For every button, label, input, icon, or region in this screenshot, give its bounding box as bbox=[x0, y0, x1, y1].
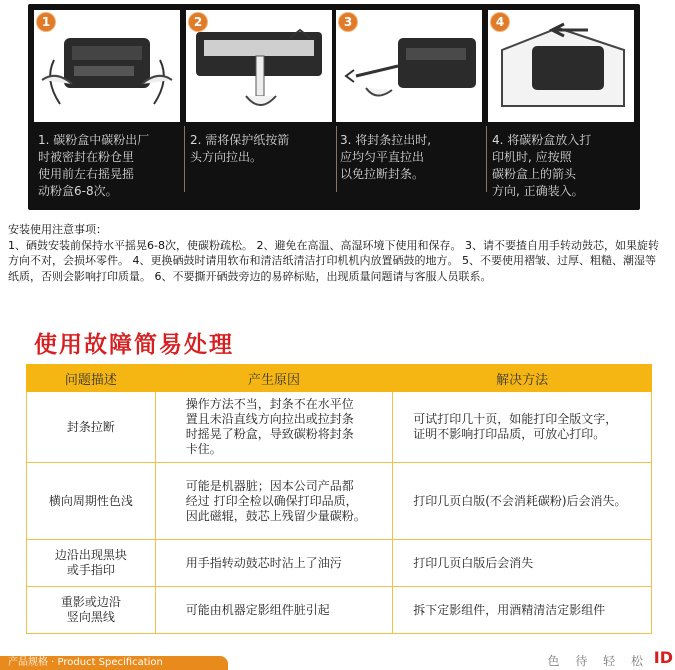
insert-cartridge-illustration bbox=[488, 10, 634, 122]
step-caption: 3. 将封条拉出时, 应均匀平直拉出 以免拉断封条。 bbox=[340, 133, 432, 181]
troubleshooting-table bbox=[26, 364, 652, 634]
solution-cell: 拆下定影组件，用酒精清洁定影组件 bbox=[413, 602, 606, 617]
brand-logo: ID bbox=[653, 648, 673, 667]
step-number-badge: 4 bbox=[490, 12, 510, 32]
notes-body: 1、硒鼓安装前保持水平摇晃6-8次，使碳粉疏松。 2、避免在高温、高湿环境下使用和保存。 3、请不要揸自用手转动鼓芯，如果旋转方向不对，会损坏零件。 4、更换硒鼓时请用软布和清洁纸清洁打印机机内放置硒鼓的地方。 5、不要使用褶皱、过厚、粗糙、潮湿等纸质，否则会影响打印质量。 6、不要撕开硒鼓旁边的易碎标贴，出现质量问题请与客服人员联系。 bbox=[8, 238, 659, 283]
troubleshooting-title: 使用故障简易处理 bbox=[34, 332, 234, 358]
header-solution: 解决方法 bbox=[393, 365, 652, 392]
pull-seal-strip-illustration bbox=[336, 10, 482, 122]
installation-steps-band bbox=[28, 4, 640, 210]
product-spec-tab: 产品规格 · Product Specification bbox=[0, 656, 228, 670]
header-problem: 问题描述 bbox=[27, 365, 156, 392]
step-4 bbox=[488, 10, 634, 204]
problem-cell: 横向周期性色浅 bbox=[48, 493, 133, 508]
cause-cell: 可能是机器脏；因本公司产品都 经过 打印全检以确保打印品质， 因此磁辊，鼓芯上残留少量碳粉。 bbox=[185, 478, 366, 523]
step-caption: 2. 需将保护纸按箭 头方向拉出。 bbox=[190, 133, 290, 164]
footer-slogan: 色 待 轻 松 bbox=[547, 654, 649, 668]
step-caption: 1. 碳粉盒中碳粉出厂 时被密封在粉仓里 使用前左右摇晃摇 动粉盒6-8次。 bbox=[38, 133, 150, 198]
table-row bbox=[27, 540, 652, 587]
step-caption: 4. 将碳粉盒放入打 印机时, 应按照 碳粉盒上的箭头 方向, 正确装入。 bbox=[492, 133, 592, 198]
problem-cell: 边沿出现黑块 或手指印 bbox=[54, 548, 127, 577]
cause-cell: 操作方法不当，封条不在水平位 置且未沿直线方向拉出或拉封条 时摇晃了粉盒，导致碳粉将封条 卡住。 bbox=[185, 397, 354, 456]
table-row bbox=[27, 463, 652, 540]
solution-cell: 打印几页白版后会消失 bbox=[413, 555, 534, 570]
step-divider bbox=[486, 126, 487, 192]
table-row bbox=[27, 392, 652, 463]
problem-cell: 重影或边沿 竖向黑线 bbox=[60, 595, 121, 624]
step-1 bbox=[34, 10, 180, 204]
header-cause: 产生原因 bbox=[155, 365, 392, 392]
step-number-badge: 2 bbox=[188, 12, 208, 32]
step-number-badge: 1 bbox=[36, 12, 56, 32]
pull-protective-paper-illustration bbox=[186, 10, 332, 122]
problem-cell: 封条拉断 bbox=[66, 419, 115, 434]
solution-cell: 打印几页白版(不会消耗碳粉)后会消失。 bbox=[413, 493, 627, 508]
table-row bbox=[27, 587, 652, 634]
installation-notes bbox=[8, 222, 660, 284]
cause-cell: 可能由机器定影组件脏引起 bbox=[185, 602, 330, 617]
cause-cell: 用手指转动鼓芯时沾上了油污 bbox=[185, 555, 342, 570]
step-3 bbox=[336, 10, 482, 204]
notes-heading: 安装使用注意事项： bbox=[8, 223, 107, 236]
shake-cartridge-illustration bbox=[34, 10, 180, 122]
step-divider bbox=[184, 126, 185, 192]
table-header-row bbox=[27, 365, 652, 392]
step-number-badge: 3 bbox=[338, 12, 358, 32]
solution-cell: 可试打印几十页，如能打印全版文字， 证明不影响打印品质，可放心打印。 bbox=[413, 412, 618, 441]
step-2 bbox=[186, 10, 332, 204]
